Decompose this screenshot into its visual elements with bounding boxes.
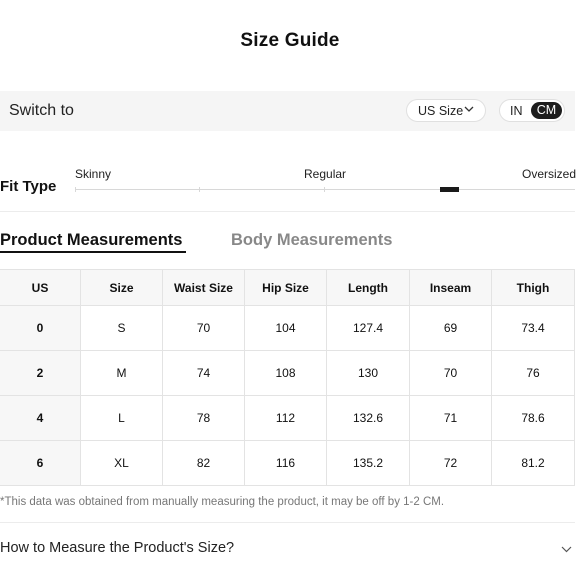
- table-cell: 104: [245, 306, 327, 351]
- table-cell: 2: [0, 351, 81, 396]
- page-title: Size Guide: [240, 30, 340, 51]
- table-cell: 108: [245, 351, 327, 396]
- unit-toggle: [499, 99, 565, 122]
- table-cell: 6: [0, 441, 81, 486]
- fit-tick: [75, 187, 76, 192]
- header-size: Size: [81, 270, 163, 306]
- table-row: [0, 306, 575, 351]
- header-inseam: Inseam: [410, 270, 492, 306]
- table-cell: 4: [0, 396, 81, 441]
- table-cell: 81.2: [492, 441, 575, 486]
- table-cell: 78: [163, 396, 245, 441]
- table-cell: 69: [410, 306, 492, 351]
- header-thigh: Thigh: [492, 270, 575, 306]
- table-cell: M: [81, 351, 163, 396]
- header-us: US: [0, 270, 81, 306]
- fit-type-track: [75, 189, 575, 190]
- tab-product-measurements[interactable]: Product Measurements: [0, 231, 183, 249]
- table-cell: 70: [410, 351, 492, 396]
- table-cell: 73.4: [492, 306, 575, 351]
- table-cell: 112: [245, 396, 327, 441]
- table-row: [0, 396, 575, 441]
- table-cell: S: [81, 306, 163, 351]
- chevron-down-icon[interactable]: [561, 546, 572, 553]
- table-cell: 71: [410, 396, 492, 441]
- section-divider: [0, 211, 575, 212]
- table-cell: 70: [163, 306, 245, 351]
- table-cell: 0: [0, 306, 81, 351]
- switch-bar: [0, 91, 575, 131]
- table-cell: 82: [163, 441, 245, 486]
- switch-label: Switch to: [9, 102, 74, 119]
- fit-option-skinny[interactable]: Skinny: [75, 167, 112, 181]
- active-tab-underline: [0, 251, 186, 253]
- fit-type-indicator: [440, 187, 459, 192]
- fit-option-regular[interactable]: Regular: [304, 167, 347, 181]
- measurement-note: *This data was obtained from manually measuring the product, it may be off by 1-2 CM.: [0, 496, 445, 508]
- faq-how-to-measure[interactable]: How to Measure the Product's Size?: [0, 540, 235, 556]
- table-cell: 135.2: [327, 441, 410, 486]
- table-cell: L: [81, 396, 163, 441]
- fit-type-label: Fit Type: [0, 178, 57, 195]
- chevron-down-icon: [464, 106, 474, 113]
- fit-tick: [199, 187, 200, 192]
- header-length: Length: [327, 270, 410, 306]
- unit-cm-button[interactable]: CM: [531, 102, 562, 119]
- table-cell: 76: [492, 351, 575, 396]
- table-row: [0, 441, 575, 486]
- size-system-value: US Size: [418, 104, 464, 118]
- header-hip-size: Hip Size: [245, 270, 327, 306]
- table-cell: 130: [327, 351, 410, 396]
- size-table: [0, 269, 575, 486]
- table-cell: 74: [163, 351, 245, 396]
- fit-option-oversized[interactable]: Oversized: [522, 167, 577, 181]
- tab-body-measurements[interactable]: Body Measurements: [231, 231, 393, 249]
- table-cell: 78.6: [492, 396, 575, 441]
- header-waist-size: Waist Size: [163, 270, 245, 306]
- unit-in-button[interactable]: IN: [510, 104, 523, 118]
- table-cell: 127.4: [327, 306, 410, 351]
- size-system-select[interactable]: [406, 99, 486, 122]
- section-divider: [0, 522, 575, 523]
- table-cell: 132.6: [327, 396, 410, 441]
- table-cell: 116: [245, 441, 327, 486]
- table-cell: 72: [410, 441, 492, 486]
- table-header-row: [0, 270, 575, 306]
- fit-tick: [324, 187, 325, 192]
- table-cell: XL: [81, 441, 163, 486]
- table-row: [0, 351, 575, 396]
